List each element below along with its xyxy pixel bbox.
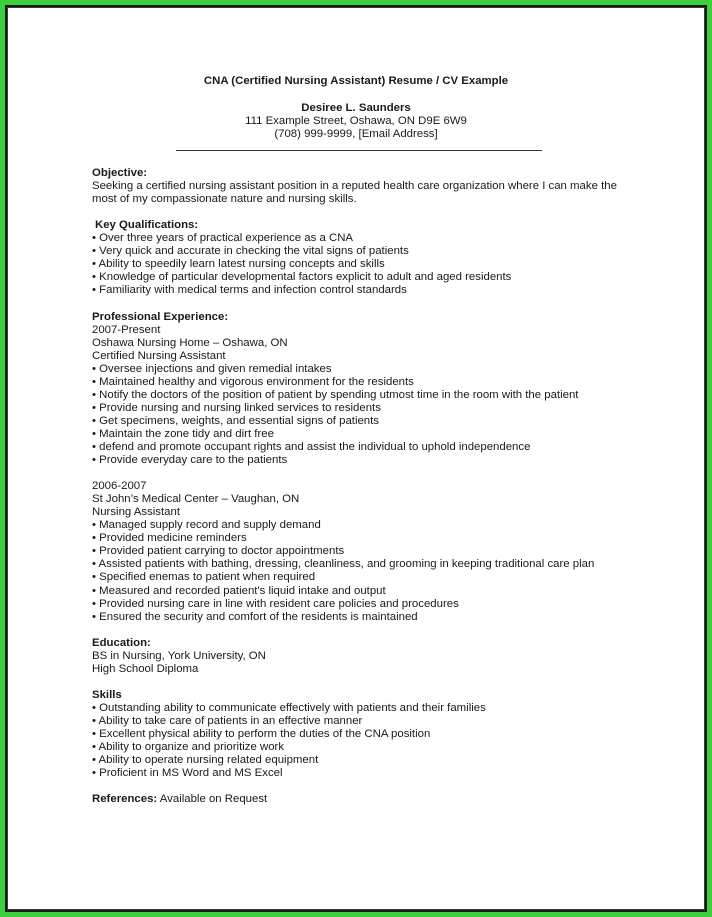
job-duty: • Get specimens, weights, and essential signs of patients (92, 414, 380, 427)
job-role: Nursing Assistant (92, 506, 180, 519)
job-duty: • Maintain the zone tidy and dirt free (92, 427, 274, 440)
qualification-item: • Over three years of practical experience as a CNA (92, 232, 354, 245)
job-duty: • Provided nursing care in line with resident care policies and procedures (92, 597, 459, 610)
header-divider (176, 150, 542, 151)
education-diploma: High School Diploma (92, 662, 199, 675)
references-value: Available on Request (157, 793, 268, 806)
education-heading: Education: (92, 636, 151, 649)
job-duty: • defend and promote occupant rights and assist the individual to uphold independence (92, 440, 531, 453)
experience-heading: Professional Experience: (92, 310, 229, 323)
objective-text-line: Seeking a certified nursing assistant position in a reputed health care organization where I can make the (92, 180, 617, 193)
qualification-item: • Ability to speedily learn latest nursing concepts and skills (92, 258, 385, 271)
job-duty: • Oversee injections and given remedial intakes (92, 362, 332, 375)
job-duty: • Specified enemas to patient when required (92, 571, 316, 584)
job-duty: • Maintained healthy and vigorous environment for the residents (92, 375, 414, 388)
applicant-name: Desiree L. Saunders (301, 102, 411, 114)
skill-item: • Excellent physical ability to perform the duties of the CNA position (92, 728, 431, 741)
job-duty: • Provided medicine reminders (92, 532, 247, 545)
qualifications-heading: Key Qualifications: (95, 219, 199, 232)
references-line (92, 793, 652, 806)
resume-body (92, 167, 652, 806)
skill-item: • Ability to take care of patients in an effective manner (92, 714, 363, 727)
applicant-address: 111 Example Street, Oshawa, ON D9E 6W9 (245, 115, 467, 127)
qualification-item: • Very quick and accurate in checking the vital signs of patients (92, 245, 409, 258)
job-duty: • Ensured the security and comfort of the residents is maintained (92, 610, 418, 623)
education-degree: BS in Nursing, York University, ON (92, 649, 266, 662)
skill-item: • Outstanding ability to communicate effectively with patients and their families (92, 701, 486, 714)
job-duty: • Provide everyday care to the patients (92, 454, 288, 467)
job-duty: • Measured and recorded patient's liquid intake and output (92, 584, 386, 597)
job-duty: • Notify the doctors of the position of patient by spending utmost time in the room with the patient (92, 388, 579, 401)
job-role: Certified Nursing Assistant (92, 349, 226, 362)
job-dates: 2006-2007 (92, 480, 147, 493)
job-duty: • Provide nursing and nursing linked services to residents (92, 401, 381, 414)
skill-item: • Ability to operate nursing related equipment (92, 754, 319, 767)
objective-heading: Objective: (92, 167, 148, 179)
skill-item: • Proficient in MS Word and MS Excel (92, 767, 283, 780)
applicant-contact: (708) 999-9999, [Email Address] (274, 128, 438, 140)
job-duty: • Managed supply record and supply demand (92, 519, 321, 532)
skill-item: • Ability to organize and prioritize work (92, 741, 285, 754)
job-dates: 2007-Present (92, 323, 161, 336)
qualification-item: • Knowledge of particular developmental factors explicit to adult and aged residents (92, 271, 512, 284)
references-label: References: (92, 793, 158, 806)
job-employer: St John’s Medical Center – Vaughan, ON (92, 493, 300, 506)
skills-heading: Skills (92, 688, 122, 701)
job-duty: • Assisted patients with bathing, dressing, cleanliness, and grooming in keeping traditional care plan (92, 558, 595, 571)
job-duty: • Provided patient carrying to doctor appointments (92, 545, 345, 558)
dark-border (5, 5, 707, 912)
qualification-item: • Familiarity with medical terms and infection control standards (92, 284, 407, 297)
objective-text-line: most of my compassionate nature and nursing skills. (92, 193, 357, 206)
resume-page (7, 7, 705, 910)
document-title: CNA (Certified Nursing Assistant) Resume / CV Example (203, 75, 509, 87)
job-employer: Oshawa Nursing Home – Oshawa, ON (92, 336, 288, 349)
